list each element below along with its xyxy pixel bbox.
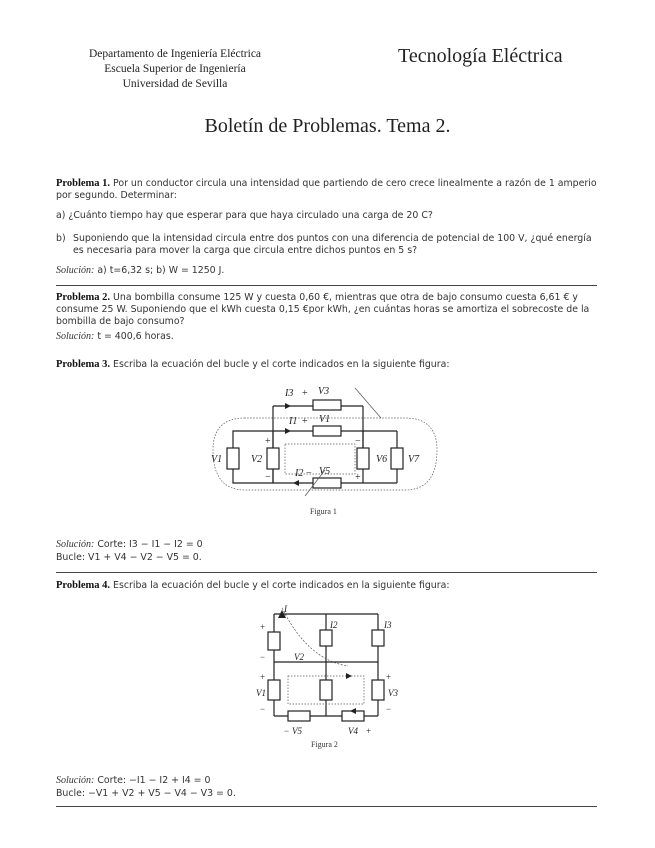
solution-cut-text: Corte: −I1 − I2 + I4 = 0 bbox=[97, 775, 211, 786]
label-V6: V6 bbox=[376, 454, 388, 465]
label-I2: I2 bbox=[330, 620, 338, 630]
problem-2-solution bbox=[56, 331, 174, 342]
label-V1: V1 bbox=[256, 688, 266, 698]
problem-2-text: Una bombilla consume 125 W y cuesta 0,60 €, mientras que otra de bajo consumo cuesta 6,61 € y consume 25 W. Suponiendo que el kWh cuesta 0,15 €por kWh, ¿en cuántas horas se amortiza el sobrecoste de la bombilla de bajo consumo? bbox=[56, 292, 590, 327]
solution-cut-text: Corte: I3 − I1 − I2 = 0 bbox=[97, 539, 203, 550]
part-a-text: ¿Cuánto tiempo hay que esperar para que haya circulado una carga de 20 C? bbox=[68, 210, 433, 221]
svg-text:−: − bbox=[260, 652, 266, 662]
svg-text:+: + bbox=[366, 726, 372, 736]
subject-title: Tecnología Eléctrica bbox=[398, 45, 563, 67]
problem-4-solution-cut bbox=[56, 775, 211, 786]
problem-1-solution bbox=[56, 265, 224, 276]
page-title: Boletín de Problemas. Tema 2. bbox=[204, 115, 451, 137]
label-V2: V2 bbox=[251, 454, 263, 465]
svg-text:+: + bbox=[260, 672, 266, 682]
divider bbox=[56, 285, 597, 286]
problem-1-text: Por un conductor circula una intensidad que partiendo de cero crece linealmente a razón de 1 amperio por segundo. Determinar: bbox=[56, 178, 597, 201]
label-I3: I3 bbox=[285, 388, 294, 399]
solution-label: Solución: bbox=[56, 775, 95, 786]
label-I3: I3 bbox=[384, 620, 392, 630]
solution-label: Solución: bbox=[56, 331, 95, 342]
problem-4-text: Escriba la ecuación del bucle y el corte indicados en la siguiente figura: bbox=[113, 580, 450, 591]
figure-2-caption: Figura 2 bbox=[311, 740, 338, 749]
label-V5: V5 bbox=[319, 466, 331, 477]
svg-text:−: − bbox=[355, 436, 361, 447]
solution-text: a) t=6,32 s; b) W = 1250 J. bbox=[97, 265, 225, 276]
label-V4: V4 bbox=[348, 726, 358, 736]
svg-text:+: + bbox=[265, 436, 271, 447]
problem-1-label: Problema 1. bbox=[56, 178, 111, 189]
divider bbox=[56, 806, 597, 807]
svg-text:−: − bbox=[284, 726, 290, 736]
problem-3-solution-loop: Bucle: V1 + V4 − V2 − V5 = 0. bbox=[56, 552, 202, 563]
part-a-marker: a) bbox=[56, 210, 66, 221]
part-b-marker: b) bbox=[56, 233, 66, 244]
solution-label: Solución: bbox=[56, 539, 95, 550]
svg-text:−: − bbox=[265, 472, 271, 483]
svg-text:+: + bbox=[302, 388, 308, 399]
part-b-text: Suponiendo que la intensidad circula entre dos puntos con una diferencia de potencial de 100 V, ¿qué energía es necesaria para mover la carga que circula entre dichos puntos en 5 s? bbox=[73, 233, 592, 256]
label-V1-left: V1 bbox=[211, 454, 223, 465]
problem-3-label: Problema 3. bbox=[56, 359, 111, 370]
svg-text:+: + bbox=[386, 672, 392, 682]
problem-4-label: Problema 4. bbox=[56, 580, 111, 591]
solution-text: t = 400,6 horas. bbox=[97, 331, 174, 342]
svg-text:+: + bbox=[302, 416, 308, 427]
problem-3-text: Escriba la ecuación del bucle y el corte indicados en la siguiente figura: bbox=[113, 359, 450, 370]
svg-text:+: + bbox=[260, 622, 266, 632]
label-V3: V3 bbox=[318, 386, 330, 397]
solution-label: Solución: bbox=[56, 265, 95, 276]
figure-1-circuit bbox=[205, 378, 445, 518]
problem-4-solution-loop: Bucle: −V1 + V2 + V5 − V4 − V3 = 0. bbox=[56, 788, 236, 799]
department-name: Departamento de Ingeniería Eléctrica bbox=[88, 48, 262, 60]
problem-4-statement bbox=[56, 580, 599, 592]
problem-3-solution-cut bbox=[56, 539, 203, 550]
label-V1: V1 bbox=[319, 414, 331, 425]
svg-text:+: + bbox=[355, 472, 361, 483]
figure-2-circuit bbox=[248, 600, 413, 740]
svg-text:−: − bbox=[260, 704, 266, 714]
svg-text:−: − bbox=[386, 704, 392, 714]
label-I1: I1 bbox=[289, 416, 298, 427]
department-header bbox=[60, 47, 290, 92]
divider bbox=[56, 572, 597, 573]
svg-text:−: − bbox=[306, 468, 312, 479]
label-V7: V7 bbox=[408, 454, 420, 465]
school-name: Escuela Superior de Ingeniería bbox=[104, 63, 246, 75]
label-V2: V2 bbox=[294, 652, 304, 662]
figure-1-caption: Figura 1 bbox=[310, 507, 337, 516]
label-I1: I bbox=[284, 604, 287, 614]
label-V3: V3 bbox=[388, 688, 398, 698]
problem-1-part-b bbox=[56, 233, 599, 257]
problem-1-statement bbox=[56, 178, 599, 202]
problem-3-statement bbox=[56, 359, 599, 371]
university-name: Universidad de Sevilla bbox=[122, 78, 228, 90]
problem-2-statement bbox=[56, 292, 599, 328]
label-V5: V5 bbox=[292, 726, 302, 736]
problem-2-label: Problema 2. bbox=[56, 292, 111, 303]
problem-1-part-a bbox=[56, 210, 599, 222]
label-I2: I2 bbox=[295, 468, 304, 479]
